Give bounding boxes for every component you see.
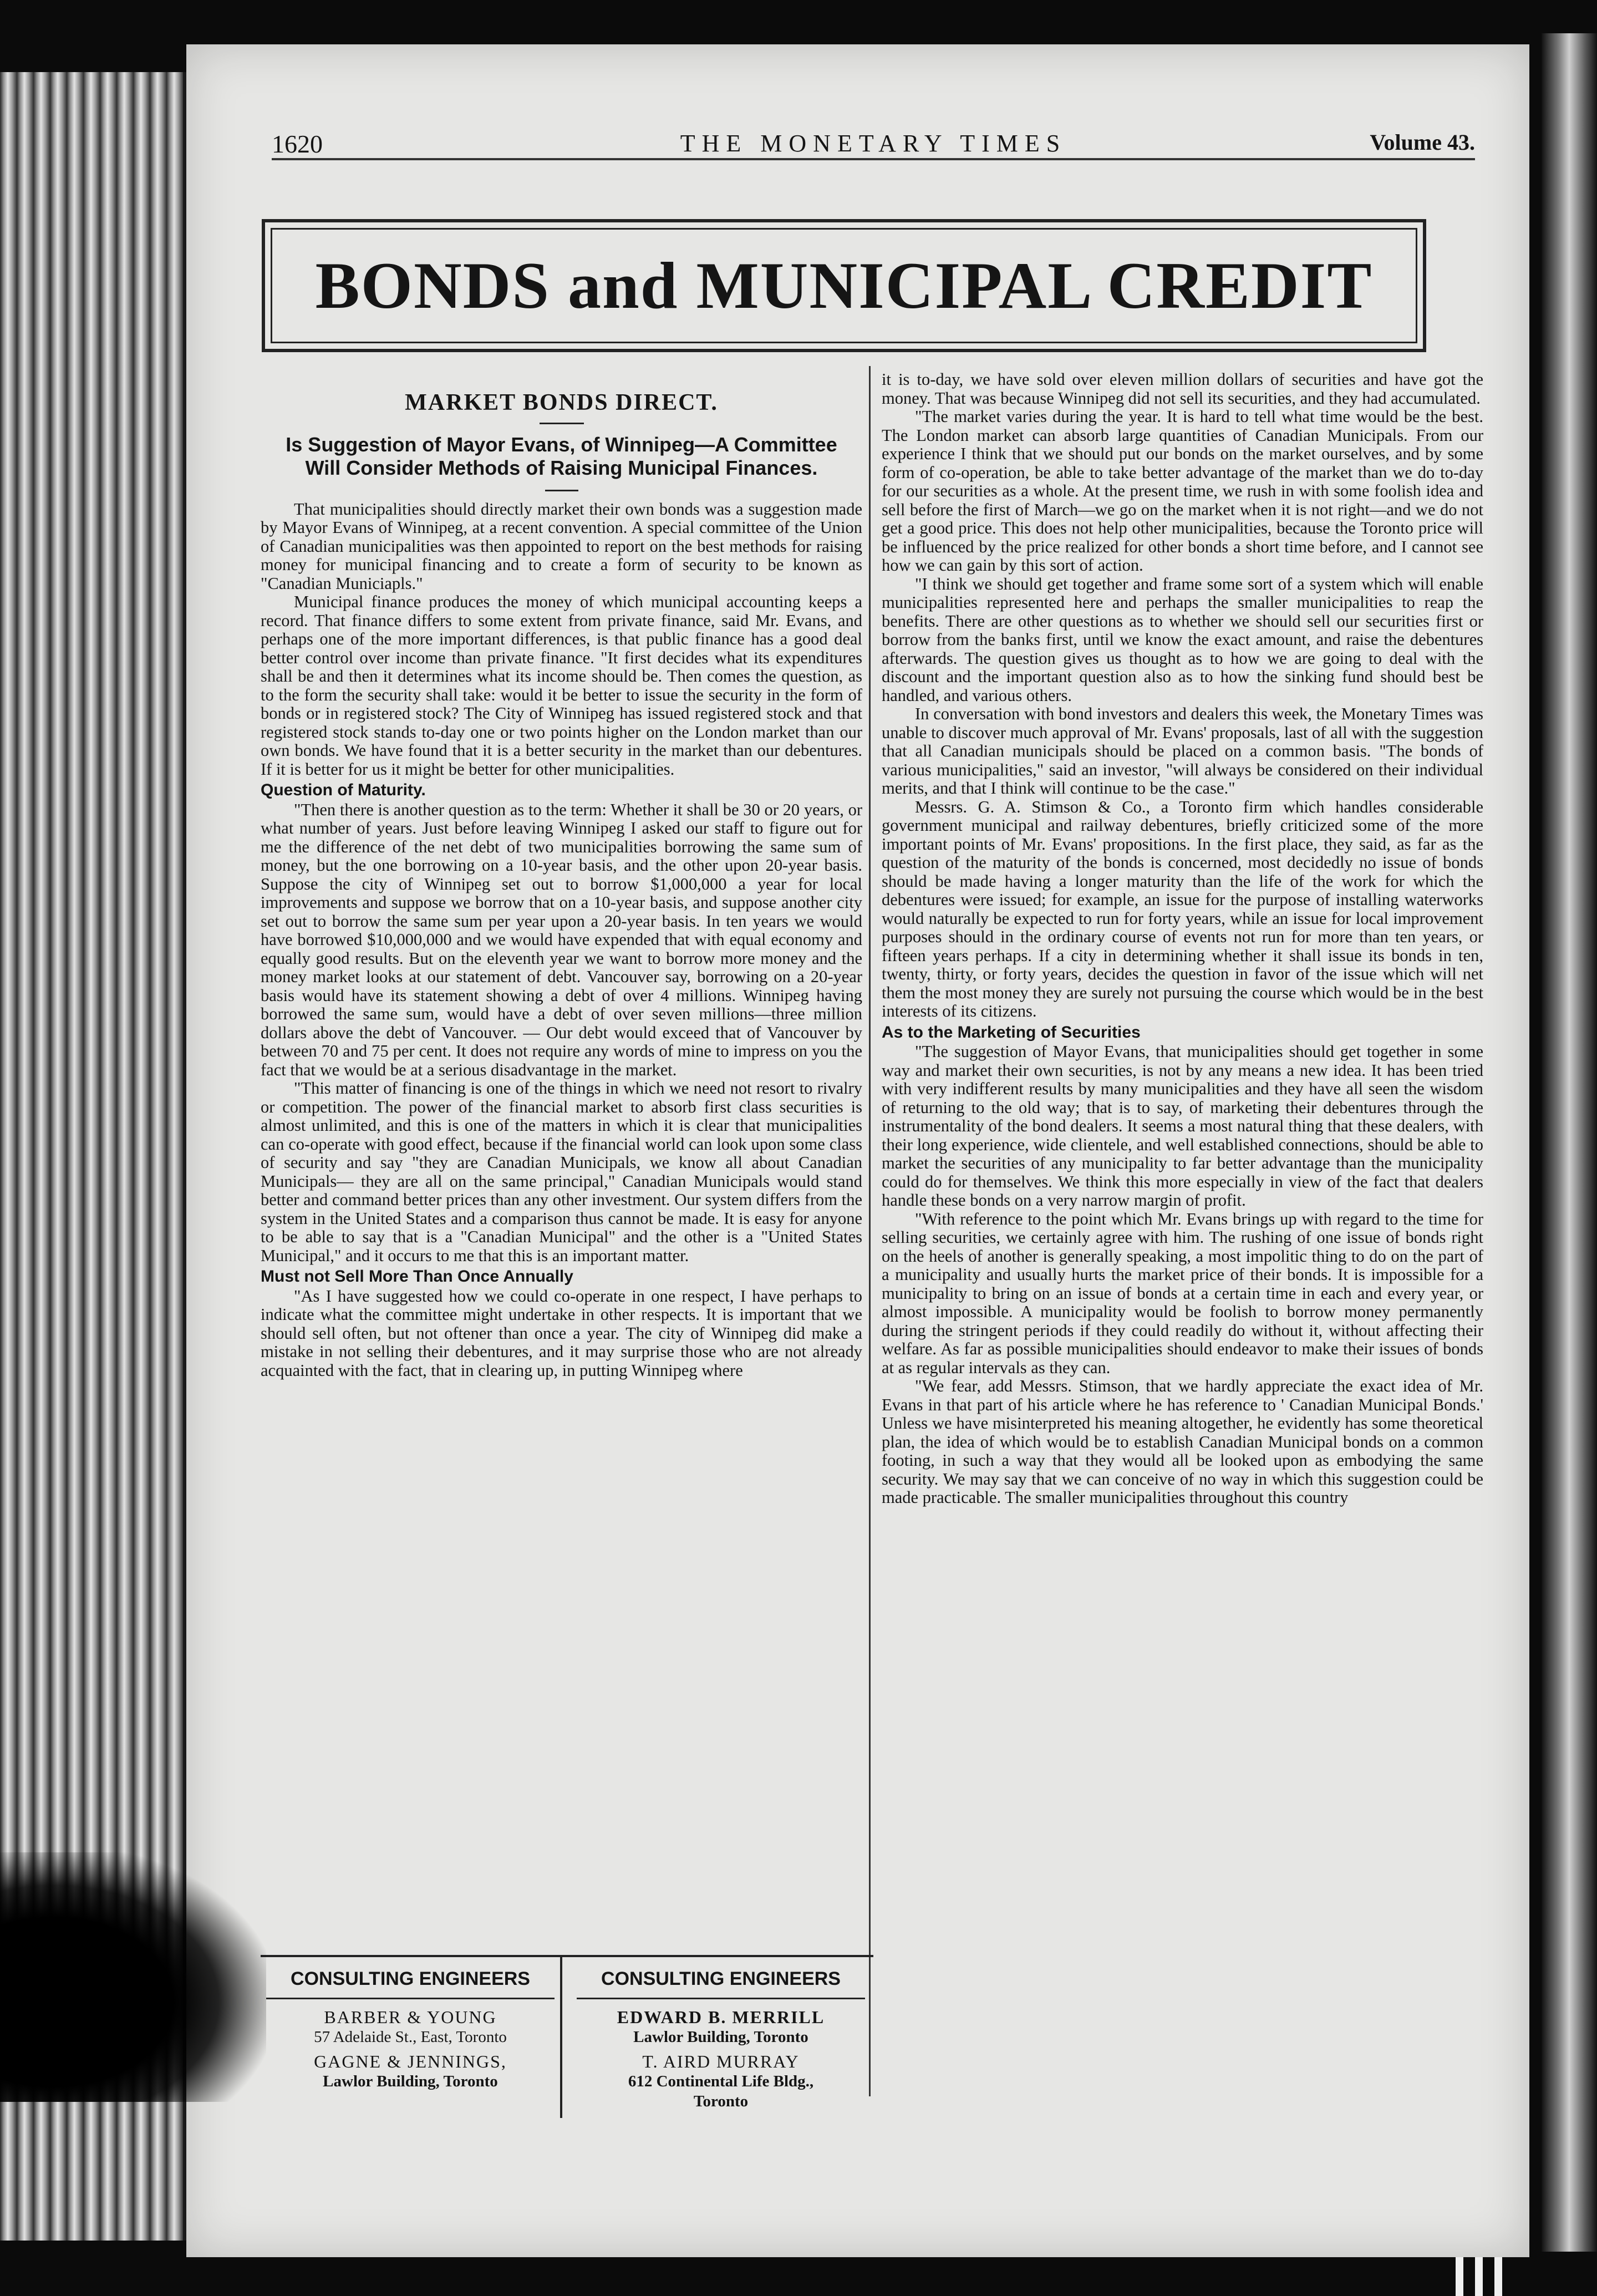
subheading: Must not Sell More Than Once Annually (261, 1267, 573, 1286)
next-page-edge (1542, 33, 1597, 2252)
advertisements (261, 1955, 873, 2124)
paragraph: Municipal finance produces the money of which municipal accounting keeps a record. That finance differs to some extent from private finance, said Mr. Evans, and perhaps one of the more important differences, is that public finance has a good deal better control over income than private finance. "It first decides what its expenditures shall be and then it determines what its income should be. Then comes the question, as to the form the security shall take: would it be better to issue the security in the form of bonds or in registered stock? The City of Winnipeg has issued registered stock and that registered stock stands to-day one or two points higher on the London market than our own bonds. We have found that it is a better security in the market than our debentures. If it is better for us it might be better for other municipalities. (261, 592, 862, 779)
paragraph: "I think we should get together and frame some sort of a system which will enable municipalities represented here and perhaps the smaller municipalities to reap the benefits. There are other questions as to whether we should sell our securities first or borrow from the banks first, until we know the exact amount, and raise the debentures afterwards. The question gives us thought as to how we are going to deal with the discount and the important question also as to how the sinking fund should best be handled, and various others. (882, 574, 1483, 705)
divider (540, 423, 584, 424)
paragraph: "With reference to the point which Mr. Evans brings up with regard to the time for selling securities, we certainly agree with him. The rushing of one issue of bonds right on the heels of another is generally speaking, a most impolitic thing to do on the part of a municipality and usually hurts the market price of their bonds. It is impossible for a municipality to bring on an issue of bonds at a certain time in each and every year, or almost impossible. A municipality would be foolish to borrow money permanently during the stringent periods if they could readily do without it, without affecting their welfare. As far as possible municipalities should endeavor to make their issues of bonds at as regular intervals as they can. (882, 1209, 1483, 1377)
subheading: As to the Marketing of Securities (882, 1023, 1141, 1042)
paragraph: "This matter of financing is one of the things in which we need not resort to rivalry or competition. The power of the financial market to absorb first class securities is almost unlimited, and this is one of the matters in which it is clear that municipalities can co-operate with good effect, because if the financial world can look upon some class of security and say "they are Canadian Municipals, we know all about Canadian Municipals— they are all on the same principal," Canadian Municipals would stand better and command better prices than any other investment. Our system differs from the system in the United States and a comparison thus cannot be made. It is easy for anyone to be able to say that is a "Canadian Municipal" and the other is a "United States Municipal," and it occurs to me that this is an important matter. (261, 1079, 862, 1265)
ad-firm-name: GAGNE & JENNINGS, (314, 2051, 507, 2071)
section-title: BONDS and MUNICIPAL CREDIT (315, 248, 1373, 322)
ad-firm-name: T. AIRD MURRAY (642, 2051, 800, 2071)
page-number: 1620 (272, 130, 323, 158)
divider (545, 490, 578, 491)
paragraph: In conversation with bond investors and dealers this week, the Monetary Times was unable to discover much approval of Mr. Evans' proposals, last of all with the suggestion that all Canadian municipals should be placed on a common basis. "The bonds of various municipalities," said an investor, "will always be considered on their individual merits, and that I think will continue to be the case." (882, 704, 1483, 797)
paragraph: "The market varies during the year. It is hard to tell what time would be the best. The London market can absorb large quantities of Canadian Municipals. From our experience I think that we should put our bonds on the market ourselves, and by some form of co-operation, be able to take better advantage of the market than we do to-day for our securities as a whole. At the present time, we rush in with some foolish idea and sell before the first of March—we go on the market when it is not right—and we do not get a good price. This does not help other municipalities, because the Toronto price will be influenced by the price realized for other bonds a short time before, and I cannot see how we can gain by this sort of action. (882, 407, 1483, 575)
ad-firm-name: EDWARD B. MERRILL (617, 2007, 825, 2027)
paragraph: "Then there is another question as to the term: Whether it shall be 30 or 20 years, or what number of years. Just before leaving Winnipeg I asked our staff to figure out for me the difference of the net debt of two municipalities borrowing the same sum of money, but the one borrowing on a 10-year basis, and the other upon 20-year basis. Suppose the city of Winnipeg set out to borrow $1,000,000 a year for local improvements and suppose we borrow that on a 10-year basis, and suppose another city set out to borrow the same sum per year upon a 20-year basis. In ten years we would have borrowed $10,000,000 and we would have expended that with equal economy and equally good results. But on the eleventh year we want to borrow more money and the money market looks at our statement of debt. Vancouver say, borrowing on a 20-year basis would have its statement showing a debt of over 4 millions. Winnipeg having borrowed the same sum, would have a debt of over seven millions—three million dollars above the debt of Vancouver. — Our debt would exceed that of Vancouver by between 70 and 75 per cent. It does not require any words of mine to impress on you the fact that we would be at a serious disadvantage in the market. (261, 800, 862, 1079)
paragraph: Messrs. G. A. Stimson & Co., a Toronto firm which handles considerable government municipal and railway debentures, briefly criticized some of the more important points of Mr. Evans' propositions. In the first place, they said, as far as the question of the maturity of the bonds is concerned, most decidedly no issue of bonds should be made having a longer maturity than the life of the work for which the debentures were issued; for example, an issue for the purpose of installing waterworks would naturally be expected to run for forty years, while an issue for local improvement purposes should in the ordinary course of events not run for more than ten years, or fifteen years perhaps. If a city in determining whether it shall issue its bonds in ten, twenty, thirty, or forty years, decides the question in favor of the issue which will net them the most money they are surely not pursuing the course which would be in the best interests of its citizens. (882, 797, 1483, 1020)
ad-consulting-engineers-left (261, 1957, 562, 2118)
ad-firm-name: BARBER & YOUNG (324, 2007, 497, 2027)
article-headline: MARKET BONDS DIRECT. (405, 390, 718, 415)
ad-title: CONSULTING ENGINEERS (577, 1957, 865, 1999)
column-left (261, 388, 862, 1380)
subheading: Question of Maturity. (261, 781, 426, 799)
ad-address: Toronto (693, 2092, 749, 2110)
column-right (882, 370, 1483, 1507)
article-deck: Is Suggestion of Mayor Evans, of Winnipeg—A Committee Will Consider Methods of Raising Municipal Finances. (286, 433, 837, 479)
paragraph: it is to-day, we have sold over eleven million dollars of securities and have got the money. That was because Winnipeg did not sell its securities, and they had accumulated. (882, 370, 1483, 408)
scanner-thumb-shadow (0, 1852, 266, 2102)
running-header (272, 125, 1475, 160)
paragraph: "We fear, add Messrs. Stimson, that we hardly appreciate the exact idea of Mr. Evans in that part of his article where he has reference to ' Canadian Municipal Bonds.' Unless we have misinterpreted his meaning altogether, he evidently has some theoretical plan, the idea of which would be to establish Canadian Municipal bonds on a common footing, in such a way that they would all be looked upon as embodying the same security. We may say that we can conceive of no way in which this suggestion could be made practicable. The smaller municipalities throughout this country (882, 1376, 1483, 1507)
paragraph: "As I have suggested how we could co-operate in one respect, I have perhaps to indicate what the committee might undertake in other respects. It is important that we should sell often, but not oftener than once a year. The city of Winnipeg did make a mistake in not selling their debentures, and it may surprise those who are not already acquainted with the fact, that in clearing up, in putting Winnipeg where (261, 1286, 862, 1380)
column-divider (869, 366, 871, 2096)
ad-address: Lawlor Building, Toronto (323, 2073, 498, 2090)
volume-label: Volume 43. (1370, 130, 1475, 155)
ad-title: CONSULTING ENGINEERS (266, 1957, 555, 1999)
paragraph: "The suggestion of Mayor Evans, that municipalities should get together in some way and market their own securities, is not by any means a new idea. It has been tried with very indifferent results by many municipalities and they have all seen the wisdom of returning to the old way; that is to say, of marketing their debentures through the instrumentality of the bond dealers. It seems a most natural thing that these dealers, with their long experience, wide clientele, and well established connections, should be able to market the securities of any municipality to far better advantage than the municipality could do for themselves. We think this more especially in view of the fact that dealers handle these bonds on a very narrow margin of profit. (882, 1042, 1483, 1210)
ad-address: 57 Adelaide St., East, Toronto (314, 2028, 507, 2046)
magazine-title: THE MONETARY TIMES (680, 130, 1067, 157)
paragraph: That municipalities should directly market their own bonds was a suggestion made by Mayor Evans of Winnipeg, at a recent convention. A special committee of the Union of Canadian municipalities was then appointed to report on the best methods for raising money for municipal financing and to create a form of security to be known as "Canadian Municiapls." (261, 499, 862, 593)
ad-consulting-engineers-right (571, 1957, 871, 2118)
ad-address: Lawlor Building, Toronto (633, 2028, 808, 2046)
ad-address: 612 Continental Life Bldg., (628, 2073, 814, 2090)
section-banner (262, 219, 1426, 352)
banner-frame (271, 228, 1417, 343)
